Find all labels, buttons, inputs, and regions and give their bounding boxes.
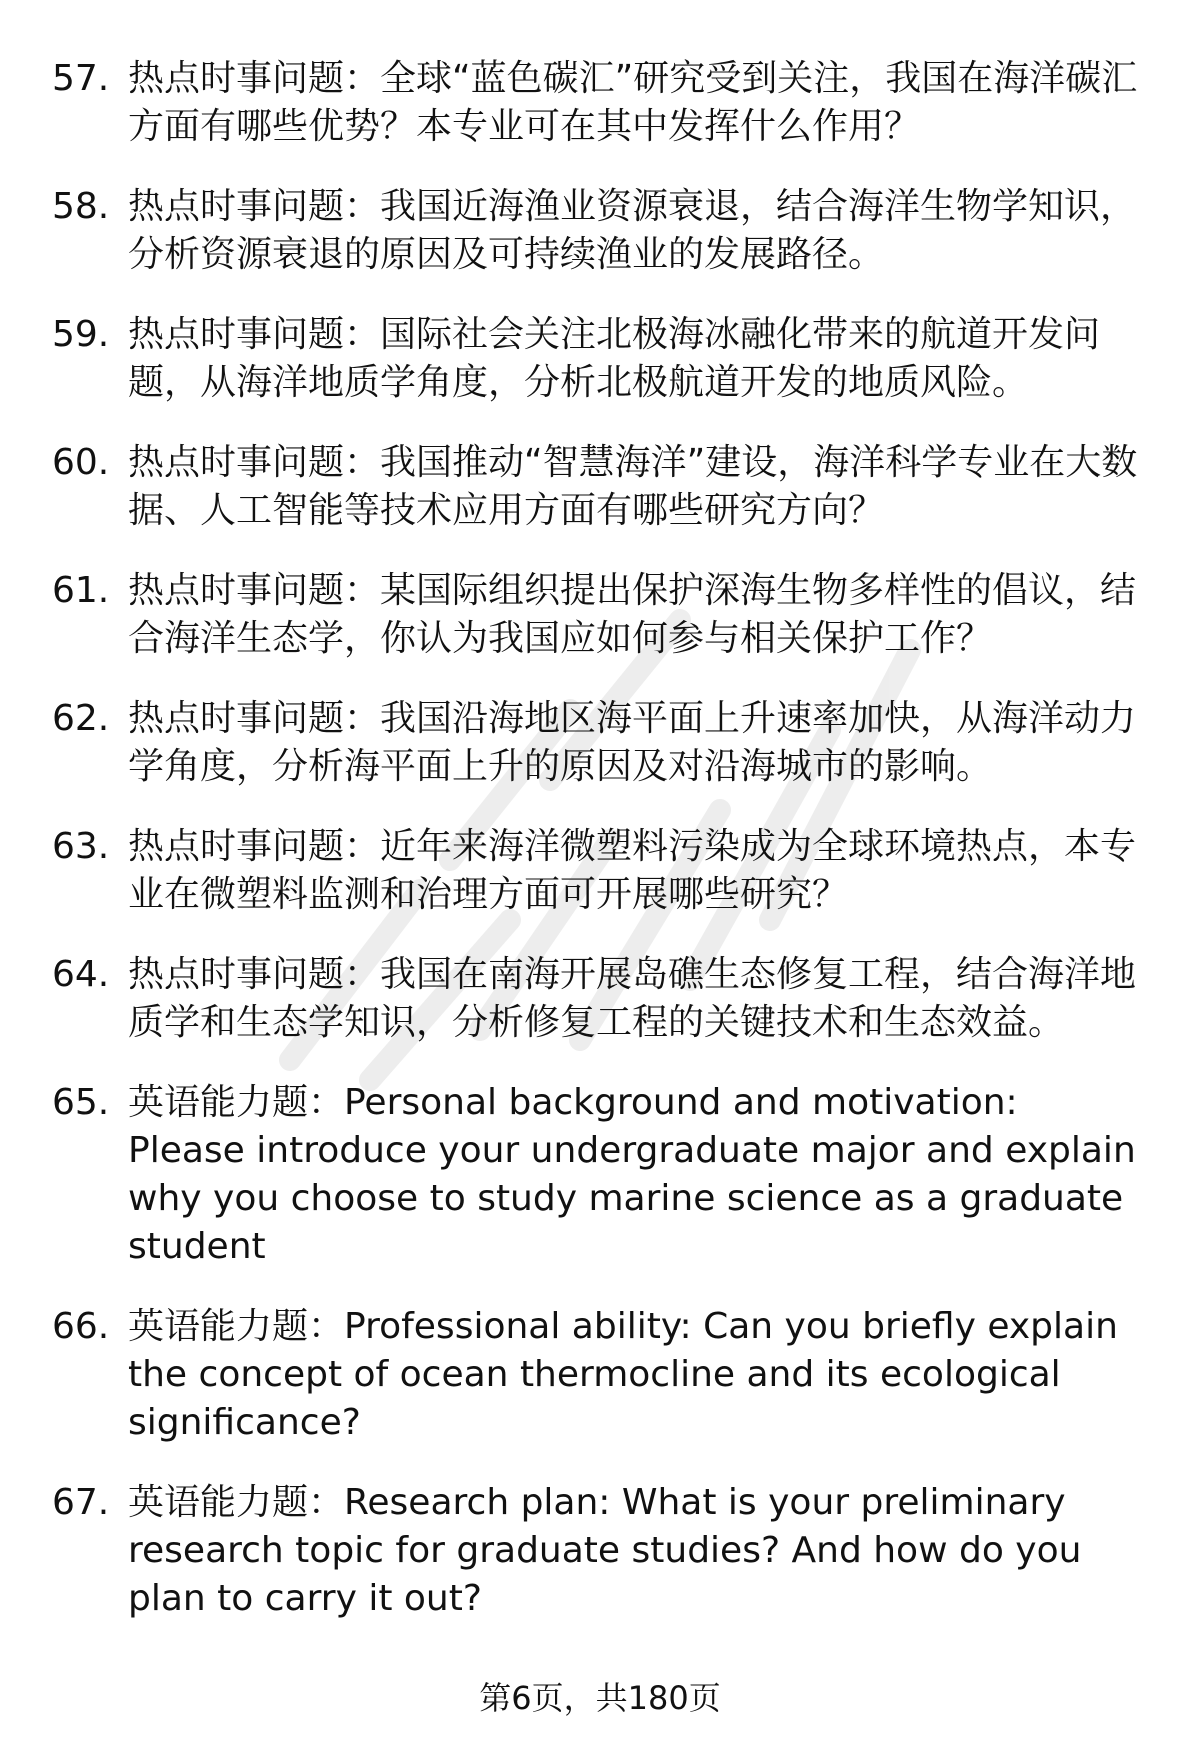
question-item bbox=[0, 55, 1200, 151]
question-text: 热点时事问题：国际社会关注北极海冰融化带来的航道开发问题，从海洋地质学角度，分析北极航道开发的地质风险。 bbox=[128, 314, 1101, 403]
question-item bbox=[0, 1079, 1200, 1271]
question-item bbox=[0, 1479, 1200, 1623]
question-item bbox=[0, 823, 1200, 919]
question-number: 63. bbox=[52, 826, 110, 867]
question-text: 热点时事问题：全球“蓝色碳汇”研究受到关注，我国在海洋碳汇方面有哪些优势？本专业可在其中发挥什么作用？ bbox=[128, 58, 1138, 147]
question-item bbox=[0, 311, 1200, 407]
question-text: 英语能力题：Personal background and motivation: Please introduce your undergraduate major and explain why you choose to study marine science as a graduate student bbox=[128, 1082, 1136, 1267]
question-item bbox=[0, 567, 1200, 663]
question-number: 65. bbox=[52, 1082, 110, 1123]
question-text: 热点时事问题：我国在南海开展岛礁生态修复工程，结合海洋地质学和生态学知识，分析修复工程的关键技术和生态效益。 bbox=[128, 954, 1137, 1043]
question-item bbox=[0, 1303, 1200, 1447]
question-item bbox=[0, 439, 1200, 535]
question-number: 67. bbox=[52, 1482, 110, 1523]
question-text: 英语能力题：Professional ability: Can you briefly explain the concept of ocean thermocline and its ecological significance? bbox=[128, 1306, 1118, 1443]
question-number: 61. bbox=[52, 570, 110, 611]
question-number: 57. bbox=[52, 58, 110, 99]
question-item bbox=[0, 183, 1200, 279]
question-number: 60. bbox=[52, 442, 110, 483]
question-number: 58. bbox=[52, 186, 110, 227]
question-number: 66. bbox=[52, 1306, 110, 1347]
question-number: 62. bbox=[52, 698, 110, 739]
page-footer bbox=[0, 1678, 1200, 1718]
question-text: 热点时事问题：我国推动“智慧海洋”建设，海洋科学专业在大数据、人工智能等技术应用方面有哪些研究方向？ bbox=[128, 442, 1138, 531]
question-text: 热点时事问题：某国际组织提出保护深海生物多样性的倡议，结合海洋生态学，你认为我国应如何参与相关保护工作？ bbox=[128, 570, 1137, 659]
question-list bbox=[0, 55, 1200, 1655]
question-text: 热点时事问题：我国近海渔业资源衰退，结合海洋生物学知识，分析资源衰退的原因及可持续渔业的发展路径。 bbox=[128, 186, 1137, 275]
question-number: 59. bbox=[52, 314, 110, 355]
question-number: 64. bbox=[52, 954, 110, 995]
question-item bbox=[0, 695, 1200, 791]
question-text: 热点时事问题：近年来海洋微塑料污染成为全球环境热点，本专业在微塑料监测和治理方面可开展哪些研究？ bbox=[128, 826, 1137, 915]
page-number-label: 第6页，共180页 bbox=[479, 1679, 721, 1717]
question-item bbox=[0, 951, 1200, 1047]
question-text: 热点时事问题：我国沿海地区海平面上升速率加快，从海洋动力学角度，分析海平面上升的原因及对沿海城市的影响。 bbox=[128, 698, 1137, 787]
question-text: 英语能力题：Research plan: What is your preliminary research topic for graduate studies? And how do you plan to carry it out? bbox=[128, 1482, 1082, 1619]
